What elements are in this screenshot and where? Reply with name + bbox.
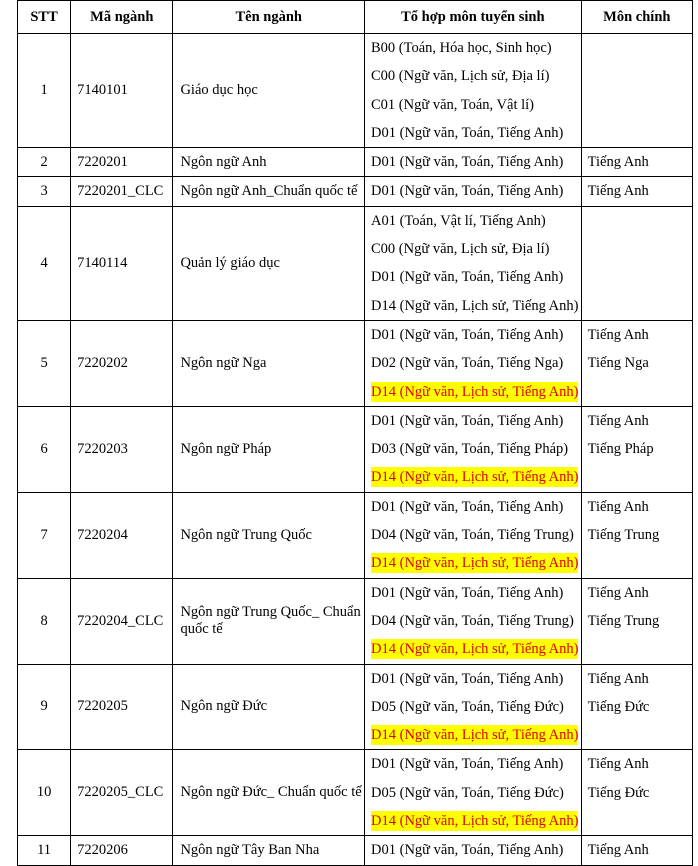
subject-combo: D01 (Ngữ văn, Toán, Tiếng Anh) [371,670,564,687]
ten-nganh-text: Ngôn ngữ Đức_ Chuẩn quốc tế [180,784,362,801]
cell-mon-chinh [581,206,692,320]
cell-stt: 1 [18,34,71,148]
subject-combo: D01 (Ngữ văn, Toán, Tiếng Anh) [371,326,564,343]
cell-stt: 4 [18,206,71,320]
cell-ten-nganh [173,836,365,865]
header-row [18,1,693,34]
table-row [18,664,693,750]
cell-stt: 2 [18,148,71,177]
ten-nganh-text: Ngôn ngữ Trung Quốc [180,526,312,543]
cell-stt: 8 [18,578,71,664]
cell-stt: 11 [18,836,71,865]
highlighted-subject-combo: D14 (Ngữ văn, Lịch sử, Tiếng Anh) [371,469,579,486]
cell-to-hop [365,320,582,406]
table-row [18,177,693,206]
main-subject: Tiếng Đức [587,698,650,715]
header-stt: STT [18,1,71,34]
cell-mon-chinh [581,836,692,865]
table-body [18,34,693,866]
table-row [18,750,693,836]
cell-stt: 5 [18,320,71,406]
cell-ten-nganh [173,320,365,406]
cell-ten-nganh [173,406,365,492]
cell-to-hop [365,177,582,206]
cell-to-hop [365,836,582,865]
cell-ten-nganh [173,750,365,836]
cell-ten-nganh [173,34,365,148]
table-row [18,406,693,492]
cell-ma-nganh: 7220205 [71,664,173,750]
table-row [18,148,693,177]
cell-ten-nganh [173,578,365,664]
subject-combo: D01 (Ngữ văn, Toán, Tiếng Anh) [371,842,564,859]
cell-mon-chinh [581,148,692,177]
table-row [18,492,693,578]
main-subject: Tiếng Anh [587,498,649,515]
main-subject: Tiếng Anh [587,842,649,859]
subject-combo: B00 (Toán, Hóa học, Sinh học) [371,40,552,56]
header-mon-chinh: Môn chính [581,1,692,34]
main-subject: Tiếng Trung [587,612,660,629]
cell-ten-nganh [173,177,365,206]
main-subject: Tiếng Anh [587,670,649,687]
cell-stt: 9 [18,664,71,750]
main-subject: Tiếng Anh [587,412,649,429]
table-row [18,206,693,320]
header-to-hop: Tổ hợp môn tuyển sinh [365,1,582,34]
highlighted-subject-combo: D14 (Ngữ văn, Lịch sử, Tiếng Anh) [371,813,579,830]
cell-ma-nganh: 7220201 [71,148,173,177]
table-row [18,320,693,406]
main-subject: Tiếng Pháp [587,441,654,458]
main-subject: Tiếng Anh [587,183,649,200]
table-row [18,34,693,148]
header-ma-nganh: Mã ngành [71,1,173,34]
cell-ma-nganh: 7220204_CLC [71,578,173,664]
cell-mon-chinh [581,320,692,406]
subject-combo: C00 (Ngữ văn, Lịch sử, Địa lí) [371,68,550,85]
cell-ten-nganh [173,492,365,578]
cell-stt: 3 [18,177,71,206]
header-ten-nganh: Tên ngành [173,1,365,34]
cell-mon-chinh [581,34,692,148]
cell-stt: 7 [18,492,71,578]
subject-combo: D01 (Ngữ văn, Toán, Tiếng Anh) [371,756,564,773]
subject-combo: D05 (Ngữ văn, Toán, Tiếng Đức) [371,784,564,801]
cell-ma-nganh: 7220204 [71,492,173,578]
subject-combo: D01 (Ngữ văn, Toán, Tiếng Anh) [371,183,564,200]
cell-mon-chinh [581,578,692,664]
subject-combo: D01 (Ngữ văn, Toán, Tiếng Anh) [371,269,564,286]
ten-nganh-text: Quản lý giáo dục [180,254,280,271]
subject-combo: D01 (Ngữ văn, Toán, Tiếng Anh) [371,412,564,429]
subject-combo: D01 (Ngữ văn, Toán, Tiếng Anh) [371,124,564,141]
ten-nganh-text: Giáo dục học [180,82,258,99]
cell-ma-nganh: 7140114 [71,206,173,320]
cell-ma-nganh: 7220202 [71,320,173,406]
subject-combo: D04 (Ngữ văn, Toán, Tiếng Trung) [371,612,574,629]
ten-nganh-text: Ngôn ngữ Anh [180,153,267,170]
main-subject: Tiếng Anh [587,756,649,773]
cell-stt: 6 [18,406,71,492]
main-subject: Tiếng Anh [587,584,649,601]
highlighted-subject-combo: D14 (Ngữ văn, Lịch sử, Tiếng Anh) [371,383,579,400]
cell-to-hop [365,406,582,492]
main-subject: Tiếng Đức [587,784,650,801]
subject-combo: D01 (Ngữ văn, Toán, Tiếng Anh) [371,498,564,515]
subject-combo: D02 (Ngữ văn, Toán, Tiếng Nga) [371,355,564,372]
subject-combo: A01 (Toán, Vật lí, Tiếng Anh) [371,212,546,229]
subject-combo: D01 (Ngữ văn, Toán, Tiếng Anh) [371,584,564,601]
cell-ten-nganh [173,206,365,320]
table-row [18,836,693,865]
table-row [18,578,693,664]
subject-combo: D05 (Ngữ văn, Toán, Tiếng Đức) [371,698,564,715]
cell-to-hop [365,148,582,177]
cell-ma-nganh: 7220206 [71,836,173,865]
cell-to-hop [365,206,582,320]
subject-combo: C00 (Ngữ văn, Lịch sử, Địa lí) [371,241,550,258]
highlighted-subject-combo: D14 (Ngữ văn, Lịch sử, Tiếng Anh) [371,555,579,572]
highlighted-subject-combo: D14 (Ngữ văn, Lịch sử, Tiếng Anh) [371,727,579,744]
cell-mon-chinh [581,177,692,206]
cell-ma-nganh: 7220205_CLC [71,750,173,836]
cell-mon-chinh [581,750,692,836]
subject-combo: D04 (Ngữ văn, Toán, Tiếng Trung) [371,527,574,544]
cell-stt: 10 [18,750,71,836]
admission-table [17,0,693,866]
cell-to-hop [365,664,582,750]
ten-nganh-text: Ngôn ngữ Nga [180,354,267,371]
subject-combo: D01 (Ngữ văn, Toán, Tiếng Anh) [371,154,564,171]
ten-nganh-text: Ngôn ngữ Trung Quốc_ Chuẩn quốc tế [180,604,361,638]
cell-mon-chinh [581,664,692,750]
cell-to-hop [365,34,582,148]
ten-nganh-text: Ngôn ngữ Anh_Chuẩn quốc tế [180,183,358,200]
ten-nganh-text: Ngôn ngữ Đức [180,698,268,715]
cell-ma-nganh: 7140101 [71,34,173,148]
cell-to-hop [365,578,582,664]
cell-ten-nganh [173,148,365,177]
cell-ma-nganh: 7220203 [71,406,173,492]
ten-nganh-text: Ngôn ngữ Pháp [180,440,272,457]
main-subject: Tiếng Trung [587,527,660,544]
main-subject: Tiếng Nga [587,355,649,372]
subject-combo: D14 (Ngữ văn, Lịch sử, Tiếng Anh) [371,297,579,314]
main-subject: Tiếng Anh [587,326,649,343]
cell-to-hop [365,492,582,578]
cell-mon-chinh [581,406,692,492]
cell-to-hop [365,750,582,836]
main-subject: Tiếng Anh [587,154,649,171]
ten-nganh-text: Ngôn ngữ Tây Ban Nha [180,841,320,858]
cell-ten-nganh [173,664,365,750]
subject-combo: C01 (Ngữ văn, Toán, Vật lí) [371,96,534,113]
cell-mon-chinh [581,492,692,578]
cell-ma-nganh: 7220201_CLC [71,177,173,206]
highlighted-subject-combo: D14 (Ngữ văn, Lịch sử, Tiếng Anh) [371,641,579,658]
subject-combo: D03 (Ngữ văn, Toán, Tiếng Pháp) [371,441,569,458]
